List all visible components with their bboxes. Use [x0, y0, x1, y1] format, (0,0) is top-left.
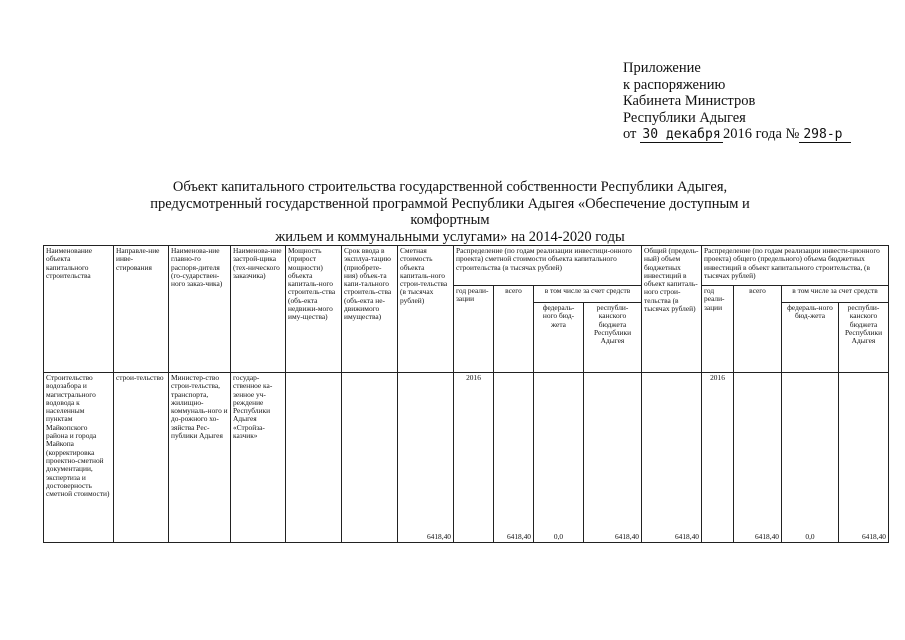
order-year: 2016 года: [723, 126, 782, 142]
header-year: год реали-зации: [454, 286, 494, 373]
appendix-line: к распоряжению: [623, 76, 726, 93]
header-total-investment: Общий (предель-ный) объем бюджетных инвестиций в объект капиталь-ного строи-тельства (в тысячах рублей): [642, 246, 702, 373]
header-estimate: Сметная стоимость объекта капиталь-ного строи-тельства (в тысячах рублей): [398, 246, 454, 373]
header-year: год реали-зации: [702, 286, 734, 373]
header-federal: федераль-ного бюд-жета: [534, 303, 584, 373]
title-line: предусмотренный государственной программой Республики Адыгея «Обеспечение доступным и комфортным: [150, 195, 750, 228]
order-number: 298-р: [799, 128, 851, 143]
header-capacity: Мощность (прирост мощности) объекта капиталь-ного строитель-ства (объ-екта недвижи-мого иму-щества): [286, 246, 342, 373]
cell-estimate: 6418,40: [398, 373, 454, 543]
header-republic: республи-канского бюджета Республики Адыгея: [584, 303, 642, 373]
header-direction: Направле-ние инве-стирования: [114, 246, 169, 373]
cell-year: 2016: [702, 373, 734, 543]
appendix-line: Республики Адыгея: [623, 109, 746, 126]
capital-construction-table: [43, 245, 889, 543]
order-date: 30 декабря: [640, 128, 723, 143]
cell-republic: 6418,40: [839, 373, 889, 543]
cell-total-investment: 6418,40: [642, 373, 702, 543]
header-including: в том числе за счет средств: [534, 286, 642, 303]
appendix-line: Приложение: [623, 60, 701, 76]
header-total: всего: [734, 286, 782, 373]
cell-total: 6418,40: [734, 373, 782, 543]
header-commissioning: Срок ввода в эксплуа-тацию (приобрете-ния) объек-та капи-тального строитель-ства (объ-екта не-движимого имущества): [342, 246, 398, 373]
cell-capacity: [286, 373, 342, 543]
order-reference: [623, 126, 893, 143]
document-title: [110, 179, 790, 245]
cell-customer: Министер-ство строи-тельства, транспорта, жилищно-коммуналь-ного и до-рожного хо-зяйства Рес-публики Адыгея: [169, 373, 231, 543]
cell-direction: строи-тельство: [114, 373, 169, 543]
header-distribution-cost: Распределение (по годам реализации инвестици-онного проекта) сметной стоимости объекта капитального строительства (в тысячах рублей): [454, 246, 642, 286]
order-number-label: №: [785, 126, 800, 142]
header-including: в том числе за счет средств: [782, 286, 889, 303]
cell-republic: 6418,40: [584, 373, 642, 543]
order-prefix: от: [623, 126, 637, 142]
cell-year: 2016: [454, 373, 494, 543]
cell-federal: 0,0: [534, 373, 584, 543]
header-distribution-invest: Распределение (по годам реализации инвести-ционного проекта) общего (предельного) объема бюджетных инвестиций в объект капитального строительства, (в тысячах рублей): [702, 246, 889, 286]
title-line: жильем и коммунальными услугами» на 2014-2020 годы: [275, 228, 625, 245]
header-federal: федераль-ного бюд-жета: [782, 303, 839, 373]
header-total: всего: [494, 286, 534, 373]
cell-total: 6418,40: [494, 373, 534, 543]
cell-builder: государ-ственное ка-зенное уч-реждение Республики Адыгея «Стройза-казчик»: [231, 373, 286, 543]
header-customer: Наименова-ние главно-го распоря-дителя (го-сударствен-ного заказ-чика): [169, 246, 231, 373]
cell-object-name: Строительство водозабора и магистрального водовода к населенным пунктам Майкопского района и города Майкопа (корректировка проектно-сметной документации, экспертиза и достоверность сметной стоимости): [44, 373, 114, 543]
appendix-header: [623, 60, 893, 143]
header-object-name: Наименование объекта капитального строительства: [44, 246, 114, 373]
title-line: Объект капитального строительства государственной собственности Республики Адыгея,: [172, 179, 728, 195]
header-republic: республи-канского бюджета Республики Адыгея: [839, 303, 889, 373]
table-row: [44, 373, 889, 543]
appendix-line: Кабинета Министров: [623, 93, 756, 109]
cell-federal: 0,0: [782, 373, 839, 543]
header-builder: Наименова-ние застрой-щика (тех-нического заказчика): [231, 246, 286, 373]
cell-commissioning: [342, 373, 398, 543]
